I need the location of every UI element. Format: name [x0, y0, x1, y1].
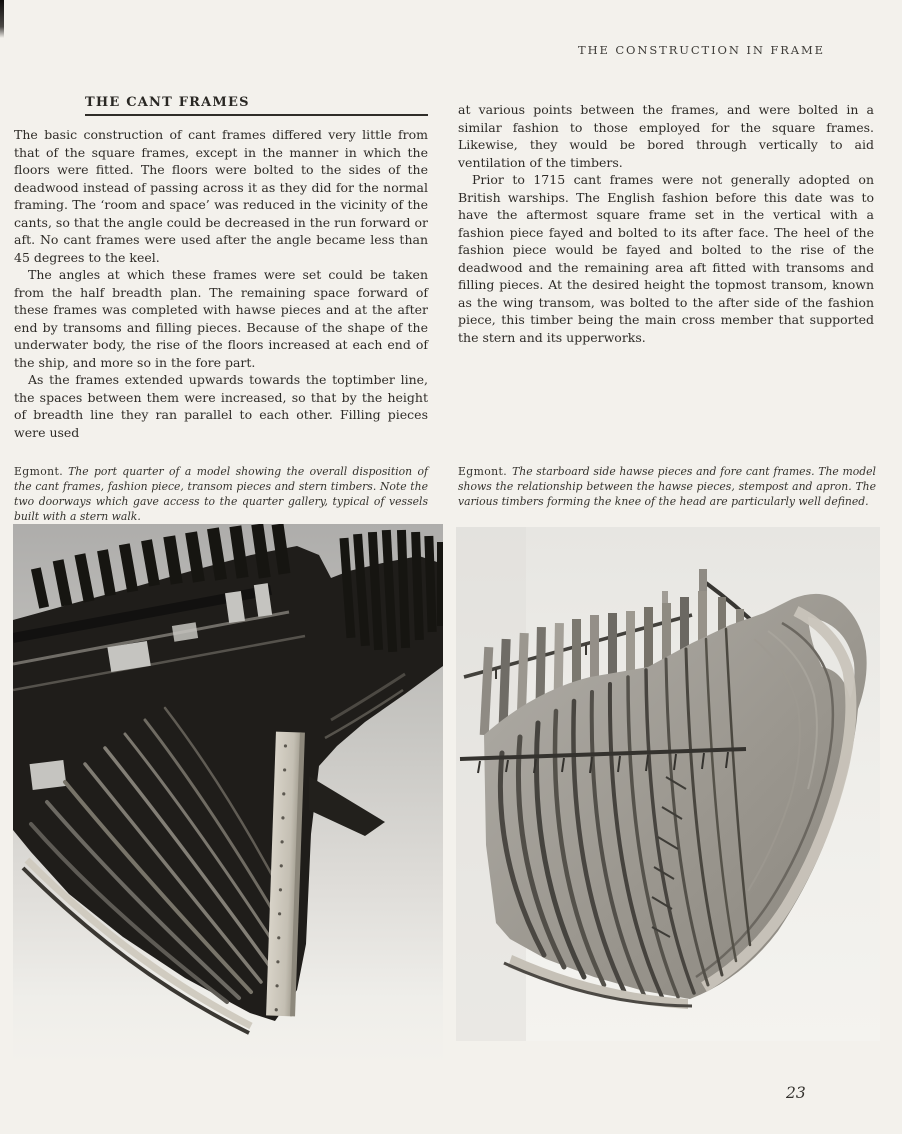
paragraph: As the frames extended upwards towards the toptimber line, the spaces between them were increased, so that by the height of breadth line they ran parallel to each other. Filling pieces were used	[14, 372, 428, 440]
photo-right	[456, 527, 880, 1041]
stern-quarter-photo-illustration	[13, 524, 443, 1064]
section-heading: THE CANT FRAMES	[85, 95, 428, 116]
paragraph: The angles at which these frames were set could be taken from the half breadth plan. The remaining space forward of these frames was completed with hawse pieces and at the after end by transoms and filling pieces. Because of the shape of the underwater body, the rise of the floors increased at each end of the ship, and more so in the fore part.	[14, 267, 428, 370]
page-number: 23	[786, 1084, 806, 1102]
caption-text: The port quarter of a model showing the overall disposition of the cant frames, fashion piece, transom pieces and stern timbers. Note the two doorways which gave access to the quarter gallery, typical of vessels built with a stern walk.	[14, 465, 428, 523]
bow-photo-illustration	[456, 527, 880, 1041]
paragraph: The basic construction of cant frames differed very little from that of the square frames, except in the manner in which the floors were fitted. The floors were bolted to the sides of the deadwood instead of passing across it as they did for the normal framing. The ‘room and space’ was reduced in the vicinity of the cants, so that the angle could be decreased in the run forward or aft. No cant frames were used after the angle became less than 45 degrees to the keel.	[14, 127, 428, 265]
paragraph: at various points between the frames, and were bolted in a similar fashion to those employed for the square frames. Likewise, they would be bored through vertically to aid ventilation of the timbers.	[458, 102, 874, 170]
figure-caption-right	[458, 464, 876, 509]
paragraph: Prior to 1715 cant frames were not generally adopted on British warships. The English fashion before this date was to have the aftermost square frame set in the vertical with a fashion piece fayed and bolted to its after face. The heel of the fashion piece would be fayed and bolted to the rise of the deadwood and the remaining area aft fitted with transoms and filling pieces. At the desired height the topmost transom, known as the wing transom, was bolted to the after side of the fashion piece, this timber being the main cross member that supported the stern and its upperworks.	[458, 172, 874, 345]
photo-left	[13, 524, 443, 1064]
left-column	[14, 95, 428, 441]
caption-text: The starboard side hawse pieces and fore cant frames. The model shows the relationship between the hawse pieces, stempost and apron. The various timbers forming the knee of the head are particularly well defined.	[458, 465, 876, 508]
right-column	[458, 101, 874, 346]
figure-caption-left	[14, 464, 428, 524]
running-head: THE CONSTRUCTION IN FRAME	[578, 43, 825, 57]
caption-lead: Egmont.	[458, 465, 508, 478]
page-edge-shadow	[0, 0, 4, 38]
caption-lead: Egmont.	[14, 465, 64, 478]
